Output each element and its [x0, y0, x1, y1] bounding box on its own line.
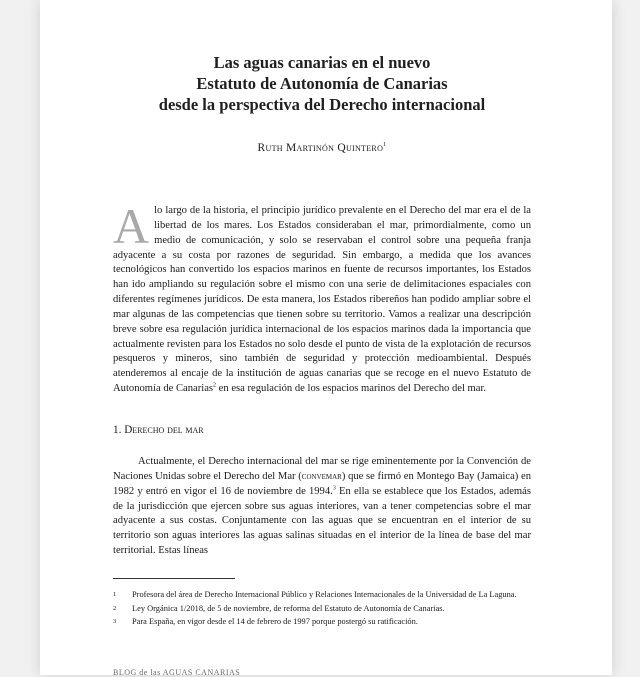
author-line — [113, 142, 531, 154]
footnote-text: Ley Orgánica 1/2018, de 5 de noviembre, de reforma del Estatuto de Autonomía de Canarias. — [132, 603, 445, 613]
section-footnote-ref: 3 — [332, 485, 336, 492]
author-footnote-ref: 1 — [383, 142, 387, 149]
footnote-item — [113, 616, 531, 628]
footnote-text: Para España, en vigor desde el 14 de febrero de 1997 porque postergó su ratificación. — [132, 617, 418, 626]
title-line-2: Estatuto de Autonomía de Canarias — [196, 74, 448, 93]
title-line-3: desde la perspectiva del Derecho internacional — [158, 95, 486, 114]
footnote-number: 2 — [113, 604, 117, 612]
section-text-1: Actualmente, el Derecho internacional del mar se rige eminentemente por la Convención de Naciones Unidas sobre el Derecho del Mar ( — [113, 456, 531, 482]
footnote-number: 3 — [113, 618, 117, 625]
section-text-3: En ella se establece que los Estados, además de la jurisdicción que ejercen sobre sus aguas interiores, van a tener competencias sobre el mar adyacente a sus costas. Conjuntamente con las aguas que se encuentran en el interior de su territorio son aguas interiores las aguas salinas situadas en el interior de la línea de base del mar territorial. Estas líneas — [113, 485, 531, 557]
intro-text: lo largo de la historia, el principio jurídico prevalente en el Derecho del mar era el de la libertad de los mares. Los Estados consideraban el mar, primordialmente, como un medio de comunicación, y solo se reservaban el control sobre una pequeña franja adyacente a su costa por razones de seguridad. Sin embargo, a medida que los avances tecnológicos han convertido los espacios marinos en fuente de recursos importantes, los Estados han ido ampliando su regulación sobre el mismo con una serie de delimitaciones espaciales con diferentes regímenes jurídicos. De esta manera, los Estados ribereños han podido ampliar sobre el mar algunas de las competencias que tienen sobre su territorio. Vamos a realizar una descripción breve sobre esa regulación jurídica internacional de los espacios marinos dada la importancia que actualmente revisten para los Estados no solo desde el punto de vista de la explotación de recursos pesqueros y mineros, sino también de seguridad y protección medioambiental. Después atenderemos al encaje de la institución de aguas canarias que se recoge en el nuevo Estatuto de Autonomía de Canarias — [113, 205, 531, 395]
author-name: Ruth Martinón Quintero — [257, 142, 384, 154]
intro-text-end: en esa regulación de los espacios marinos del Derecho del mar. — [216, 383, 487, 395]
section-paragraph — [113, 455, 531, 559]
running-footer: BLOG de las AGUAS CANARIAS — [113, 668, 241, 677]
drop-cap: A — [113, 198, 150, 254]
footnotes — [113, 589, 531, 630]
section-text-2: ) que se firmó en Montego Bay (Jamaica) en 1982 y entró en vigor el 16 de noviembre de 1994. — [113, 470, 531, 497]
section-heading — [113, 424, 204, 436]
footnote-item — [113, 589, 531, 601]
footnote-text: Profesora del área de Derecho Internacional Público y Relaciones Internacionales de la Universidad de La Laguna. — [132, 590, 517, 599]
intro-footnote-ref: 2 — [213, 382, 217, 389]
paper-page — [40, 0, 612, 675]
footnote-number: 1 — [113, 591, 117, 598]
section-number: 1. — [113, 424, 122, 436]
section-title: Derecho del mar — [124, 424, 204, 436]
acronym-convemar: convemar — [301, 470, 342, 482]
title-line-1: Las aguas canarias en el nuevo — [213, 53, 431, 72]
article-title — [113, 52, 531, 115]
footnote-divider — [113, 578, 235, 579]
intro-paragraph — [113, 198, 531, 397]
footnote-item — [113, 603, 531, 615]
